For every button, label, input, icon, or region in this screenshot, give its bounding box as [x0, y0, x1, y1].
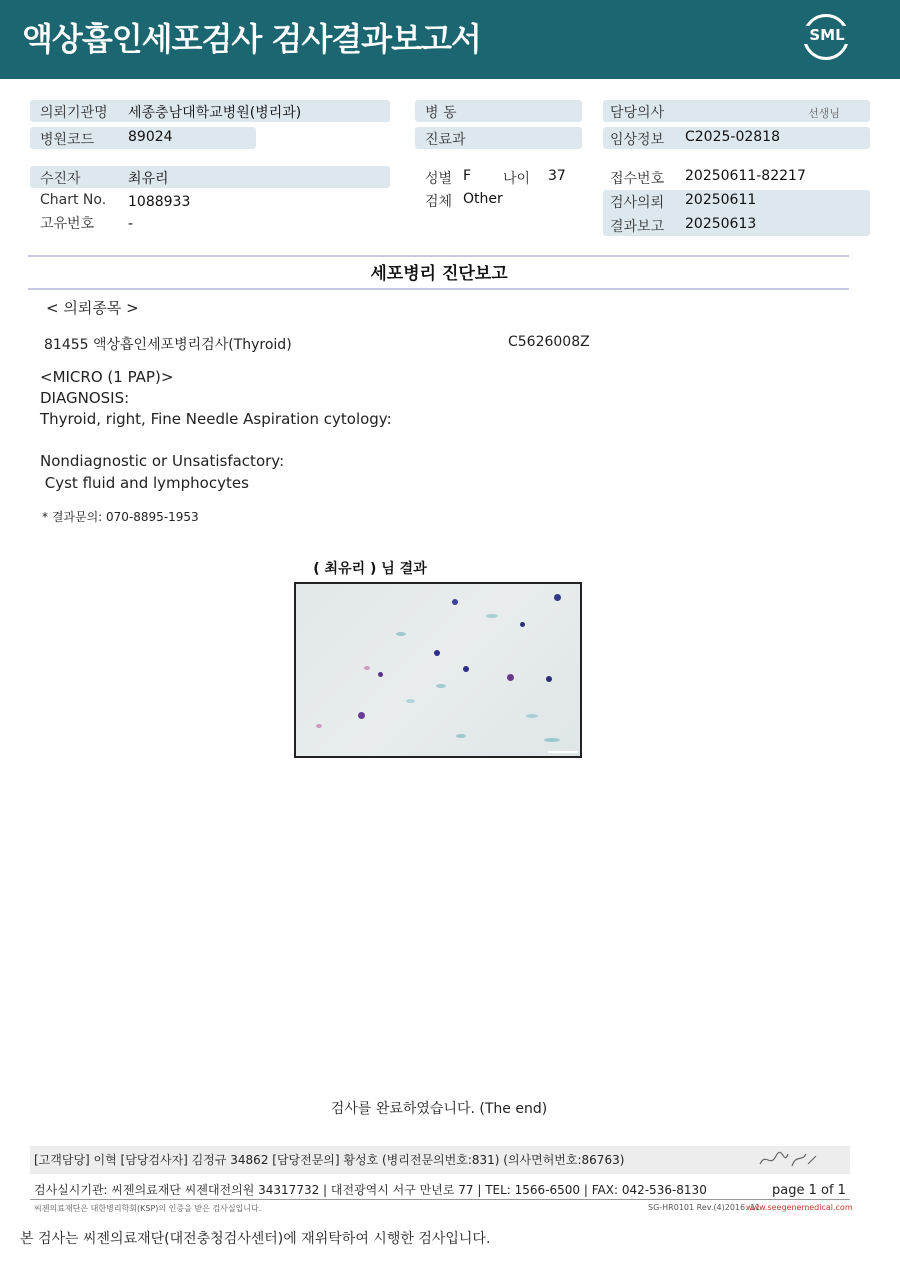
age-value: 37	[548, 168, 566, 184]
ward-label: 병 동	[425, 105, 457, 121]
cell	[406, 699, 415, 703]
uid-value: -	[128, 216, 134, 232]
doctor-label: 담당의사	[610, 105, 665, 121]
req-date-label: 검사의뢰	[610, 195, 665, 211]
report-date-value: 20250613	[685, 216, 757, 232]
cell	[378, 672, 383, 677]
report-title: 액상흡인세포검사 검사결과보고서	[22, 20, 481, 58]
cell	[463, 666, 469, 672]
cell	[520, 622, 525, 627]
page-number: page 1 of 1	[772, 1183, 846, 1198]
cell	[546, 676, 552, 682]
cell	[452, 599, 458, 605]
footer-staff: [고객담당] 이혁 [담당검사자] 김정규 34862 [담당전문의] 황성호 (병리전문의번호:831) (의사면허번호:86763)	[34, 1153, 625, 1167]
form-code: SG-HR0101 Rev.(4)2016. 11	[648, 1203, 761, 1212]
hosp-code-value: 89024	[128, 129, 173, 145]
order-header: < 의뢰종목 >	[46, 299, 139, 317]
patient-label: 수진자	[40, 171, 81, 187]
image-caption: ( 최유리 ) 님 결과	[313, 561, 427, 577]
footer-lab: 검사실시기관: 씨젠의료재단 씨젠대전의원 34317732 | 대전광역시 서구 만년로 77 | TEL: 1566-6500 | FAX: 042-536-8130	[34, 1183, 707, 1197]
cell	[544, 738, 560, 742]
report-line: Cyst fluid and lymphocytes	[40, 474, 249, 492]
cell	[507, 674, 514, 681]
report-line: Thyroid, right, Fine Needle Aspiration cytology:	[40, 410, 392, 428]
req-inst-label: 의뢰기관명	[40, 105, 108, 121]
cell	[316, 724, 322, 728]
scale-bar	[548, 751, 578, 753]
end-text: 검사를 완료하였습니다. (The end)	[330, 1101, 548, 1117]
sex-label: 성별	[425, 171, 453, 187]
report-line: Nondiagnostic or Unsatisfactory:	[40, 452, 285, 470]
specimen-label: 검체	[425, 194, 453, 210]
receipt-value: 20250611-82217	[685, 168, 806, 184]
patient-bar	[30, 166, 390, 188]
cell	[434, 650, 440, 656]
section-rule-top	[28, 255, 849, 257]
footer-rule	[30, 1199, 850, 1200]
req-inst-value: 세종충남대학교병원(병리과)	[128, 105, 302, 121]
sex-value: F	[463, 168, 472, 184]
cell	[396, 632, 406, 636]
bottom-note: 본 검사는 씨젠의료재단(대전충청검사센터)에 재위탁하여 시행한 검사입니다.	[20, 1231, 491, 1247]
cell	[486, 614, 498, 618]
section-rule-bottom	[28, 288, 849, 290]
cell	[364, 666, 370, 670]
order-item: 81455 액상흡인세포병리검사(Thyroid)	[44, 337, 292, 353]
report-line: DIAGNOSIS:	[40, 389, 130, 407]
chart-value: 1088933	[128, 194, 191, 210]
chart-label: Chart No.	[40, 192, 107, 208]
patient-value: 최유리	[128, 171, 169, 187]
age-label: 나이	[503, 171, 531, 187]
hosp-code-label: 병원코드	[40, 132, 95, 148]
report-line: <MICRO (1 PAP)>	[40, 368, 174, 386]
cytology-image	[294, 582, 582, 758]
req-date-value: 20250611	[685, 192, 757, 208]
dept-label: 진료과	[425, 132, 466, 148]
inquiry-text: * 결과문의: 070-8895-1953	[42, 510, 199, 524]
uid-label: 고유번호	[40, 216, 95, 232]
website-link[interactable]: www.seegenemedical.com	[746, 1203, 853, 1212]
cell	[554, 594, 561, 601]
clinical-label: 임상정보	[610, 132, 665, 148]
clinical-value: C2025-02818	[685, 129, 780, 145]
signature	[756, 1148, 820, 1172]
report-date-label: 결과보고	[610, 219, 665, 235]
specimen-value: Other	[463, 191, 503, 207]
cell	[456, 734, 466, 738]
order-code: C5626008Z	[508, 334, 590, 350]
section-title: 세포병리 진단보고	[370, 264, 508, 284]
cell	[358, 712, 365, 719]
cell	[526, 714, 538, 718]
cell	[436, 684, 446, 688]
cert-note: 씨젠의료재단은 대한병리학회(KSP)의 인증을 받은 검사실입니다.	[34, 1204, 262, 1213]
receipt-label: 접수번호	[610, 171, 665, 187]
doctor-suffix: 선생님	[808, 107, 840, 120]
sml-logo: SML	[800, 26, 854, 44]
